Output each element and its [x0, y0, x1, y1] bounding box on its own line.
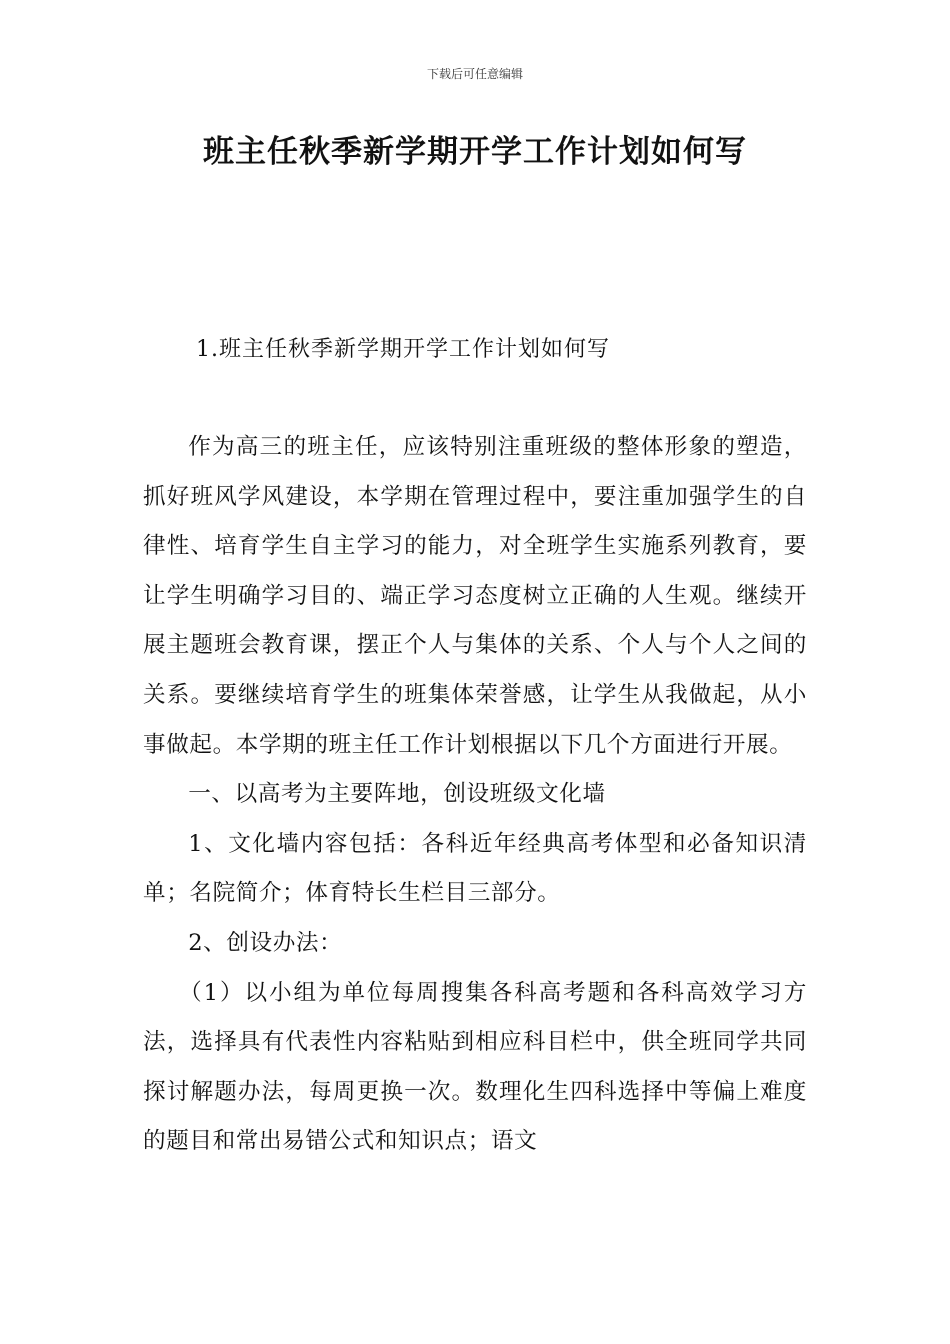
section-heading: 1.班主任秋季新学期开学工作计划如何写: [196, 337, 610, 362]
body-paragraph-subitem-one: （1）以小组为单位每周搜集各科高考题和各科高效学习方法，选择具有代表性内容粘贴到相应科目栏中，供全班同学共同探讨解题办法，每周更换一次。数理化生四科选择中等偏上难度的题目和常出易错公式和知识点；语文: [143, 979, 807, 1155]
document-title: 班主任秋季新学期开学工作计划如何写: [203, 134, 747, 170]
document-body: [143, 423, 807, 1167]
body-paragraph-intro: 作为高三的班主任，应该特别注重班级的整体形象的塑造，抓好班风学风建设，本学期在管理过程中，要注重加强学生的自律性、培育学生自主学习的能力，对全班学生实施系列教育，要让学生明确学习目的、端正学习态度树立正确的人生观。继续开展主题班会教育课，摆正个人与集体的关系、个人与个人之间的关系。要继续培育学生的班集体荣誉感，让学生从我做起，从小事做起。本学期的班主任工作计划根据以下几个方面进行开展。: [143, 434, 807, 758]
body-paragraph-item-two: 2、创设办法：: [188, 929, 343, 956]
body-paragraph-item-one: 1、文化墙内容包括：各科近年经典高考体型和必备知识清单；名院简介；体育特长生栏目三部分。: [143, 830, 807, 907]
body-paragraph-section-one: 一、以高考为主要阵地，创设班级文化墙: [188, 781, 606, 808]
header-note: 下载后可任意编辑: [426, 67, 523, 81]
